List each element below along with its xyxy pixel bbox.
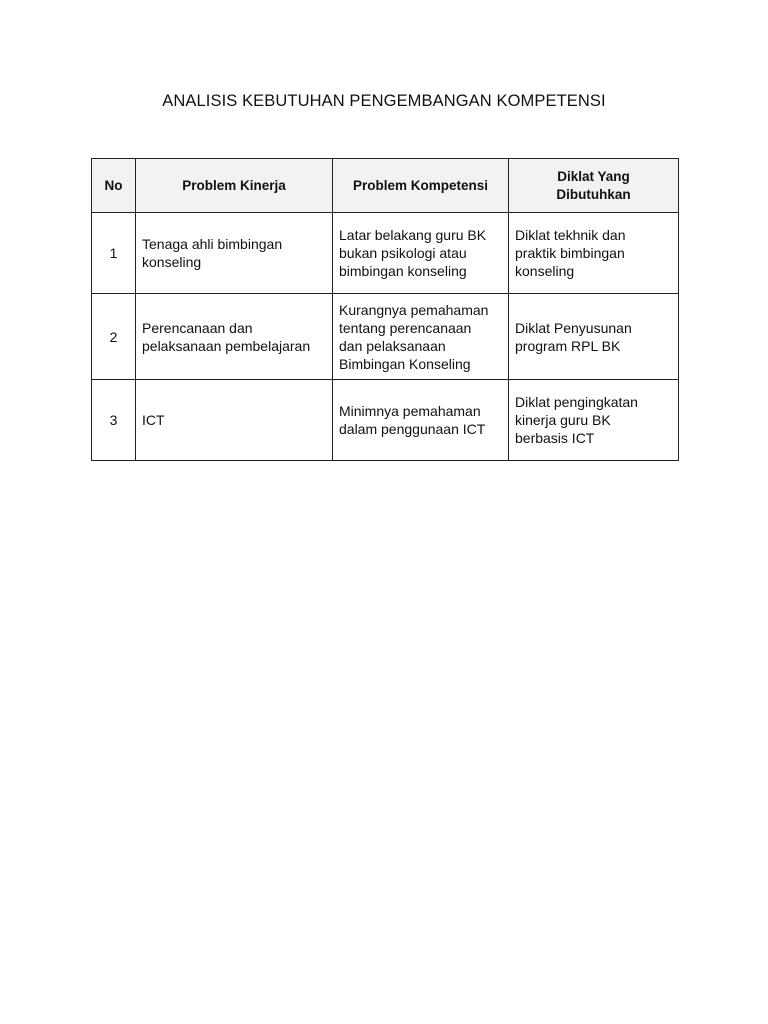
table-row — [92, 294, 679, 380]
problem-kinerja-cell: ICT — [136, 380, 333, 461]
row-number: 1 — [92, 213, 136, 294]
problem-kinerja-cell: Perencanaan dan pelaksanaan pembelajaran — [136, 294, 333, 380]
document-title: ANALISIS KEBUTUHAN PENGEMBANGAN KOMPETENSI — [162, 92, 606, 110]
table-header-row — [92, 159, 679, 213]
diklat-cell: Diklat Penyusunan program RPL BK — [509, 294, 679, 380]
problem-kompetensi-cell: Minimnya pemahaman dalam penggunaan ICT — [333, 380, 509, 461]
problem-kinerja-cell: Tenaga ahli bimbingan konseling — [136, 213, 333, 294]
diklat-cell: Diklat tekhnik dan praktik bimbingan konseling — [509, 213, 679, 294]
header-diklat: Diklat Yang Dibutuhkan — [509, 159, 679, 213]
row-number: 2 — [92, 294, 136, 380]
table-row — [92, 213, 679, 294]
problem-kompetensi-cell: Kurangnya pemahaman tentang perencanaan dan pelaksanaan Bimbingan Konseling — [333, 294, 509, 380]
table-row — [92, 380, 679, 461]
header-no: No — [92, 159, 136, 213]
header-problem-kompetensi: Problem Kompetensi — [333, 159, 509, 213]
diklat-cell: Diklat pengingkatan kinerja guru BK berbasis ICT — [509, 380, 679, 461]
header-problem-kinerja: Problem Kinerja — [136, 159, 333, 213]
competency-needs-table — [91, 158, 679, 461]
row-number: 3 — [92, 380, 136, 461]
problem-kompetensi-cell: Latar belakang guru BK bukan psikologi atau bimbingan konseling — [333, 213, 509, 294]
